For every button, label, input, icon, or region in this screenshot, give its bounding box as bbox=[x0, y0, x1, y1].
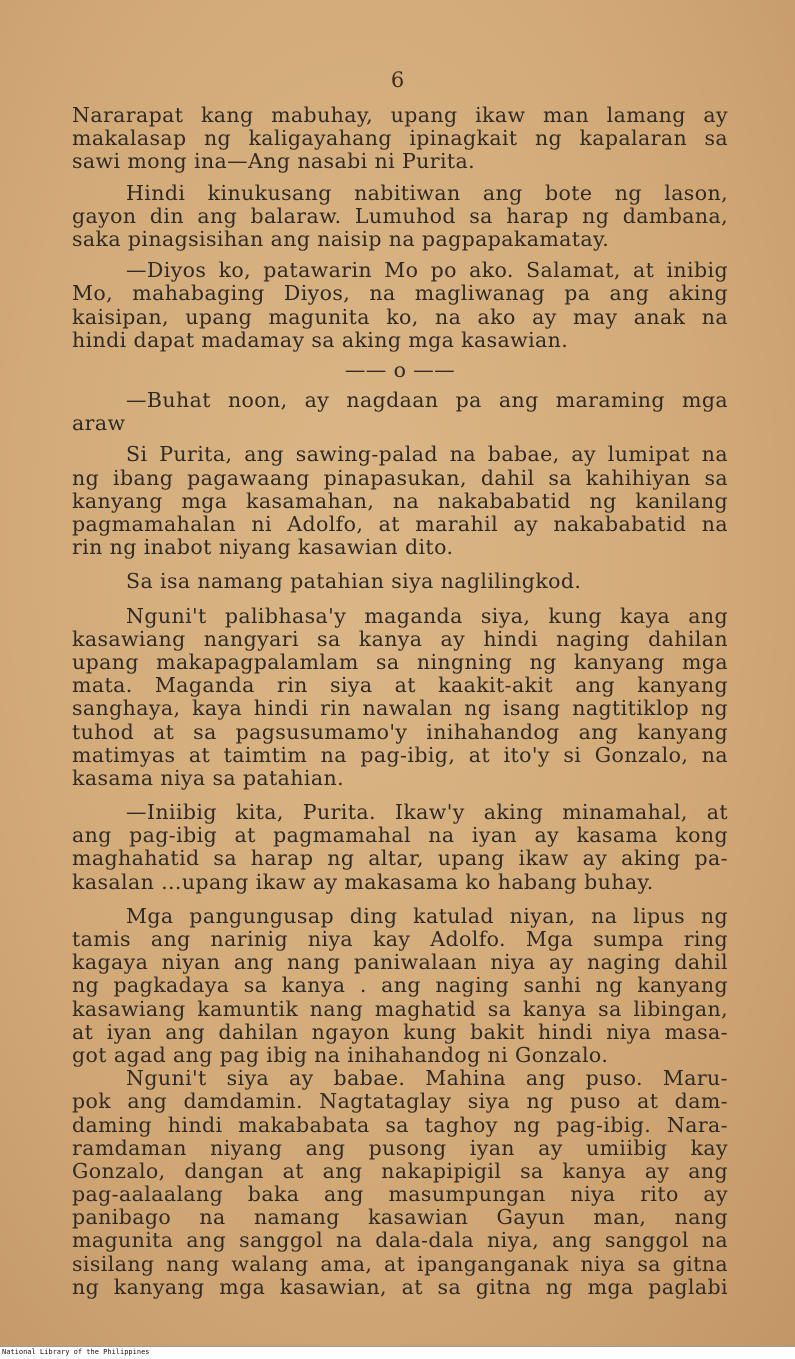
text-line: kasalan ...upang ikaw ay makasama ko habang buhay. bbox=[72, 870, 654, 894]
text-line: kasawiang nangyari sa kanya ay hindi naging dahilan bbox=[72, 627, 728, 651]
text-line: kaisipan, upang magunita ko, na ako ay may anak na bbox=[72, 305, 728, 329]
text-line: daming hindi makababata sa taghoy ng pag-ibig. Nara- bbox=[72, 1113, 728, 1137]
text-line: kagaya niyan ang nang paniwalaan niya ay naging dahil bbox=[72, 951, 728, 975]
text-line: kasama niya sa patahian. bbox=[72, 766, 345, 790]
section-separator: —— o —— bbox=[344, 358, 456, 382]
text-line: Nguni't siya ay babae. Mahina ang puso. Maru- bbox=[126, 1067, 728, 1091]
footer-strip bbox=[0, 1346, 795, 1359]
text-line: gayon din ang balaraw. Lumuhod sa harap ng dambana, bbox=[72, 204, 728, 228]
text-line: mata. Maganda rin siya at kaakit-akit ang kanyang bbox=[72, 674, 728, 698]
library-credit: National Library of the Philippines bbox=[2, 1348, 150, 1356]
text-line: maghahatid sa harap ng altar, upang ikaw ay aking pa- bbox=[72, 847, 728, 871]
text-line: tamis ang narinig niya kay Adolfo. Mga sumpa ring bbox=[72, 928, 728, 951]
text-line: hindi dapat madamay sa aking mga kasawian. bbox=[72, 328, 569, 352]
text-line: pok ang damdamin. Nagtataglay siya ng puso at dam- bbox=[72, 1090, 728, 1114]
text-line: Gonzalo, dangan at ang nakapipigil sa kanya ay ang bbox=[72, 1159, 728, 1183]
text-line: Sa isa namang patahian siya naglilingkod. bbox=[126, 570, 582, 594]
text-line: makalasap ng kaligayahang ipinagkait ng kapalaran sa bbox=[72, 127, 728, 151]
text-line: ng pagkadaya sa kanya . ang naging sanhi ng kanyang bbox=[72, 974, 728, 998]
text-line: araw bbox=[72, 412, 126, 436]
text-line: upang makapagpalamlam sa ningning ng kanyang mga bbox=[72, 650, 728, 674]
text-line: —Iniibig kita, Purita. Ikaw'y aking minamahal, at bbox=[126, 801, 728, 825]
text-line: ng kanyang mga kasawian, at sa gitna ng mga paglabi bbox=[72, 1275, 728, 1299]
text-line: at iyan ang dahilan ngayon kung bakit hindi niya masa- bbox=[72, 1020, 728, 1044]
text-line: ramdaman niyang ang pusong iyan ay umiibig kay bbox=[72, 1136, 728, 1160]
text-line: matimyas at taimtim na pag-ibig, at ito'y si Gonzalo, na bbox=[72, 743, 728, 767]
text-line: ng ibang pagawaang pinapasukan, dahil sa kahihiyan sa bbox=[72, 466, 728, 490]
text-line: —Diyos ko, patawarin Mo po ako. Salamat, at inibig bbox=[126, 259, 728, 283]
text-line: magunita ang sanggol na dala-dala niya, ang sanggol na bbox=[72, 1229, 728, 1253]
page-number: 6 bbox=[390, 68, 405, 92]
text-line: Hindi kinukusang nabitiwan ang bote ng lason, bbox=[126, 181, 728, 205]
text-line: pagmamahalan ni Adolfo, at marahil ay nakababatid na bbox=[72, 513, 728, 536]
text-line: kanyang mga kasamahan, na nakababatid ng kanilang bbox=[72, 489, 728, 513]
text-line: panibago na namang kasawian Gayun man, nang bbox=[72, 1206, 728, 1230]
text-line: tuhod at sa pagsusumamo'y inihahandog ang kanyang bbox=[72, 720, 728, 744]
text-line: sanghaya, kaya hindi rin nawalan ng isang nagtitiklop ng bbox=[72, 697, 728, 721]
text-line: pag-aalaalang baka ang masumpungan niya rito ay bbox=[72, 1183, 728, 1207]
text-line: kasawiang kamuntik nang maghatid sa kanya sa libingan, bbox=[72, 997, 728, 1021]
text-line: rin ng inabot niyang kasawian dito. bbox=[72, 536, 454, 560]
text-line: got agad ang pag ibig na inihahandog ni Gonzalo. bbox=[72, 1043, 609, 1067]
text-line: sisilang nang walang ama, at ipanganganak niya sa gitna bbox=[72, 1252, 728, 1276]
text-line: —Buhat noon, ay nagdaan pa ang maraming mga bbox=[126, 389, 728, 413]
text-line: Mga pangungusap ding katulad niyan, na lipus ng bbox=[126, 904, 728, 928]
body-text bbox=[72, 104, 728, 1299]
text-line: Nararapat kang mabuhay, upang ikaw man lamang ay bbox=[72, 104, 728, 127]
text-line: sawi mong ina—Ang nasabi ni Purita. bbox=[72, 150, 476, 174]
text-line: Si Purita, ang sawing-palad na babae, ay lumipat na bbox=[126, 443, 728, 467]
text-line: Mo, mahabaging Diyos, na magliwanag pa ang aking bbox=[72, 282, 728, 306]
text-line: Nguni't palibhasa'y maganda siya, kung kaya ang bbox=[126, 604, 728, 628]
text-line: ang pag-ibig at pagmamahal na iyan ay kasama kong bbox=[72, 824, 728, 848]
text-line: saka pinagsisihan ang naisip na pagpapakamatay. bbox=[72, 227, 610, 251]
